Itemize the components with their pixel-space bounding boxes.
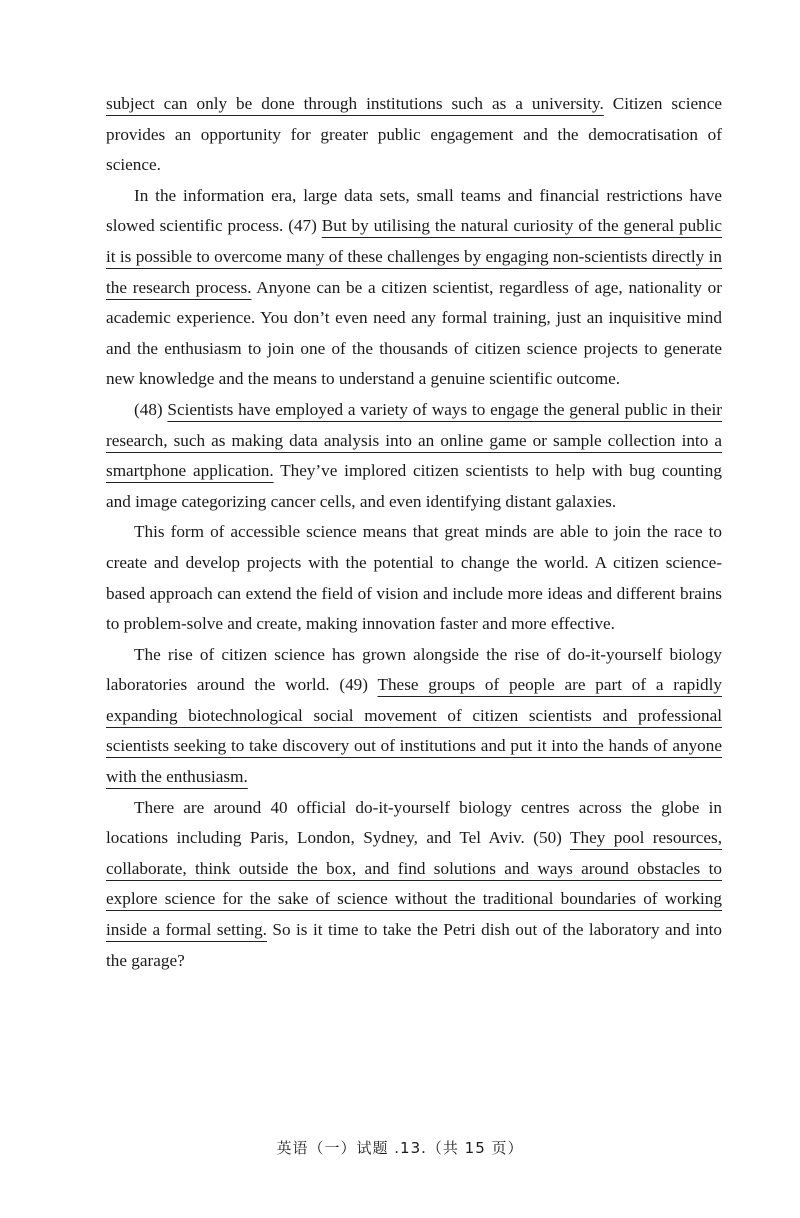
underlined-sentence: subject can only be done through institutions such as a university. — [106, 94, 604, 113]
text-segment: Citizen science provides an opportunity for greater public engagement and the democratisation of science. — [106, 94, 722, 175]
paragraph-2 — [106, 181, 722, 395]
text-segment: (48) — [134, 399, 168, 419]
paragraph-6 — [106, 793, 722, 977]
text-segment: They’ve implored citizen scientists to help with bug counting and image categorizing cancer cells, and even identifying distant galaxies. — [106, 461, 722, 511]
paragraph-4 — [106, 517, 722, 639]
text-segment: So is it time to take the Petri dish out of the laboratory and into the garage? — [106, 920, 722, 970]
passage-body — [106, 89, 722, 976]
text-segment: In the information era, large data sets, small teams and financial restrictions have slowed scientific process. (47) — [106, 185, 722, 236]
text-segment: There are around 40 official do-it-yourself biology centres across the globe in locations including Paris, London, Sydney, and Tel Aviv. (50) — [106, 797, 722, 848]
underlined-sentence: These groups of people are part of a rapidly expanding biotechnological social movement of citizen scientists and professional scientists seeking to take discovery out of institutions and put it into the hands of anyone with the enthusiasm. — [106, 675, 722, 787]
page-footer: 英语（一）试题 .13.（共 15 页） — [276, 1139, 524, 1157]
text-segment: The rise of citizen science has grown alongside the rise of do-it-yourself biology laboratories around the world. (49) — [106, 644, 722, 695]
paragraph-1 — [106, 89, 722, 181]
underlined-sentence: Scientists have employed a variety of ways to engage the general public in their research, such as making data analysis into an online game or sample collection into a smartphone application. — [106, 399, 723, 481]
underlined-sentence: But by utilising the natural curiosity of the general public it is possible to overcome many of these challenges by engaging non-scientists directly in the research process. — [106, 216, 722, 297]
text-segment: This form of accessible science means that great minds are able to join the race to create and develop projects with the potential to change the world. A citizen science-based approach can extend the field of vision and include more ideas and different brains to problem-solve and create, making innovation faster and more effective. — [106, 522, 722, 634]
paragraph-5 — [106, 640, 722, 793]
underlined-sentence: They pool resources, collaborate, think outside the box, and find solutions and ways around obstacles to explore science for the sake of science without the traditional boundaries of working inside a formal setting. — [106, 828, 722, 940]
text-segment: Anyone can be a citizen scientist, regardless of age, nationality or academic experience. You don’t even need any formal training, just an inquisitive mind and the enthusiasm to join one of the thousands of citizen science projects to generate new knowledge and the means to understand a genuine scientific outcome. — [106, 277, 722, 389]
paragraph-3 — [106, 395, 722, 517]
